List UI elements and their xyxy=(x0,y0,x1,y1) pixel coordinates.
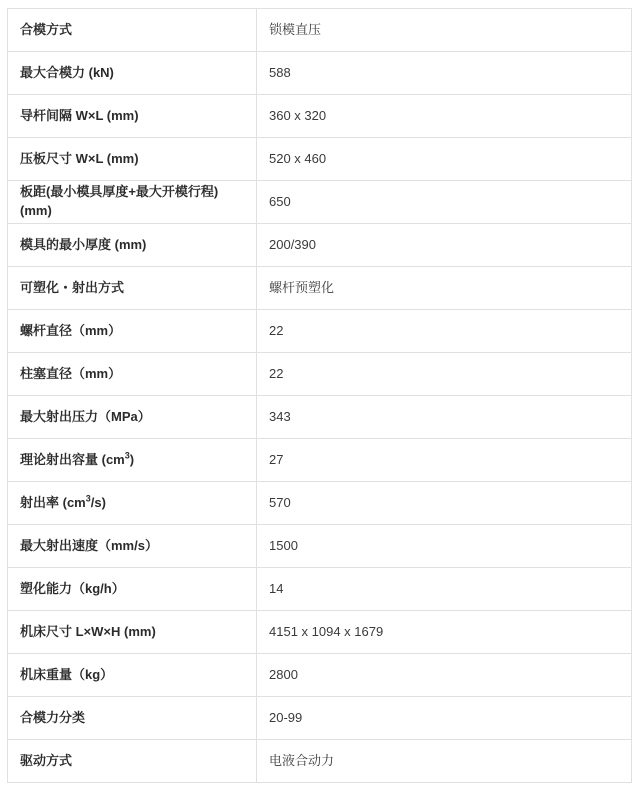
spec-value: 20-99 xyxy=(257,697,632,740)
spec-label-superscript: 3 xyxy=(85,493,91,504)
spec-label: 最大射出速度（mm/s） xyxy=(8,525,257,568)
spec-label-text-end: ) xyxy=(129,451,135,467)
spec-value: 22 xyxy=(257,310,632,353)
spec-value: 螺杆预塑化 xyxy=(257,267,632,310)
spec-value: 14 xyxy=(257,568,632,611)
spec-value: 电液合动力 xyxy=(257,740,632,783)
table-row xyxy=(8,525,632,568)
spec-value: 570 xyxy=(257,482,632,525)
spec-value: 2800 xyxy=(257,654,632,697)
spec-label: 机床重量（kg） xyxy=(8,654,257,697)
spec-label-text-end: /s) xyxy=(90,494,106,510)
table-row xyxy=(8,654,632,697)
table-row xyxy=(8,396,632,439)
table-row xyxy=(8,439,632,482)
spec-label xyxy=(8,482,257,525)
spec-label: 导杆间隔 W×L (mm) xyxy=(8,95,257,138)
spec-value: 650 xyxy=(257,181,632,224)
spec-label: 机床尺寸 L×W×H (mm) xyxy=(8,611,257,654)
table-row xyxy=(8,267,632,310)
table-row xyxy=(8,697,632,740)
spec-label: 驱动方式 xyxy=(8,740,257,783)
spec-label: 合模力分类 xyxy=(8,697,257,740)
table-row xyxy=(8,740,632,783)
table-row xyxy=(8,138,632,181)
spec-label: 最大合模力 (kN) xyxy=(8,52,257,95)
table-row xyxy=(8,353,632,396)
spec-label: 螺杆直径（mm） xyxy=(8,310,257,353)
spec-value: 520 x 460 xyxy=(257,138,632,181)
table-row xyxy=(8,9,632,52)
spec-value: 1500 xyxy=(257,525,632,568)
spec-value: 343 xyxy=(257,396,632,439)
spec-value: 4151 x 1094 x 1679 xyxy=(257,611,632,654)
spec-value: 588 xyxy=(257,52,632,95)
spec-label: 可塑化・射出方式 xyxy=(8,267,257,310)
spec-value: 22 xyxy=(257,353,632,396)
spec-label: 柱塞直径（mm） xyxy=(8,353,257,396)
spec-label: 塑化能力（kg/h） xyxy=(8,568,257,611)
table-row xyxy=(8,52,632,95)
spec-label-superscript: 3 xyxy=(124,450,130,461)
spec-label: 板距(最小模具厚度+最大开模行程) (mm) xyxy=(8,181,257,224)
spec-label-text: 射出率 (cm xyxy=(20,494,86,510)
spec-label: 模具的最小厚度 (mm) xyxy=(8,224,257,267)
table-row xyxy=(8,482,632,525)
table-row xyxy=(8,611,632,654)
spec-label: 合模方式 xyxy=(8,9,257,52)
specification-table-body xyxy=(8,9,632,783)
spec-label-text: 理论射出容量 (cm xyxy=(20,451,125,467)
table-row xyxy=(8,181,632,224)
table-row xyxy=(8,224,632,267)
spec-value: 360 x 320 xyxy=(257,95,632,138)
spec-label xyxy=(8,439,257,482)
table-row xyxy=(8,310,632,353)
spec-label: 压板尺寸 W×L (mm) xyxy=(8,138,257,181)
spec-value: 锁模直压 xyxy=(257,9,632,52)
spec-label: 最大射出压力（MPa） xyxy=(8,396,257,439)
spec-value: 27 xyxy=(257,439,632,482)
specification-table xyxy=(7,8,632,783)
spec-value: 200/390 xyxy=(257,224,632,267)
table-row xyxy=(8,568,632,611)
table-row xyxy=(8,95,632,138)
